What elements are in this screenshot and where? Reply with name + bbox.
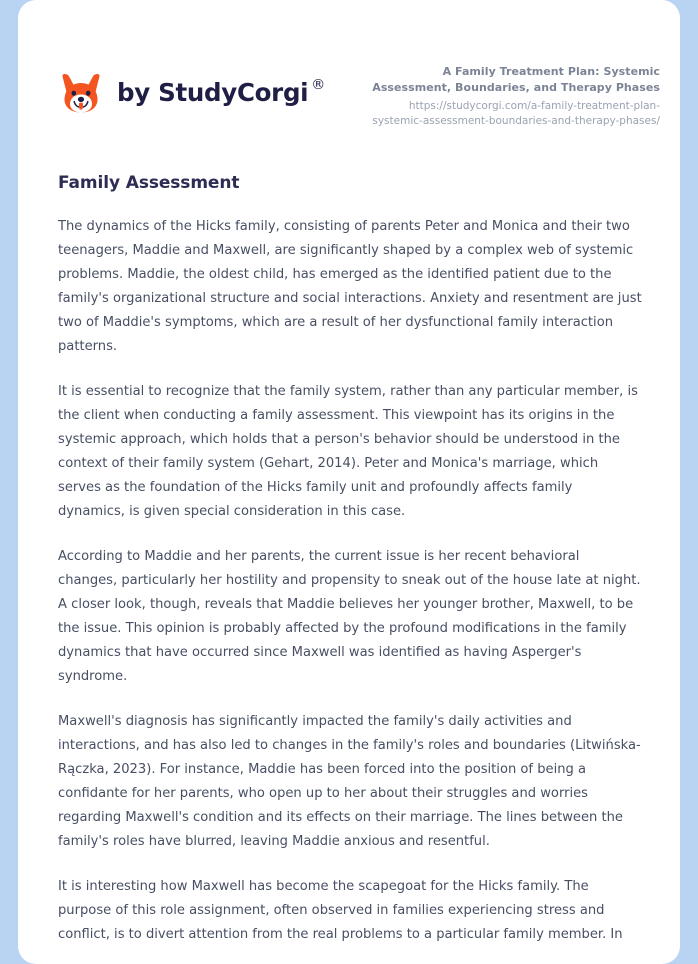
brand-wordmark — [117, 76, 326, 107]
body-paragraph: It is essential to recognize that the family system, rather than any particular member, is the client when conducting a family assessment. This viewpoint has its origins in the systemic approach, which holds that a person's behavior should be understood in the context of their family system (Gehart, 2014). Peter and Monica's marriage, which serves as the foundation of the Hicks family unit and profoundly affects family dynamics, is given special consideration in this case. — [58, 384, 638, 520]
body-paragraph: It is interesting how Maxwell has become the scapegoat for the Hicks family. The purpose of this role assignment, often observed in families experiencing stress and conflict, is to divert attention from the real problems to a particular family member. In — [58, 879, 623, 943]
body-paragraph: According to Maddie and her parents, the current issue is her recent behavioral changes, particularly her hostility and propensity to sneak out of the house late at night. A closer look, though, reveals that Maddie believes her younger brother, Maxwell, to be the issue. This opinion is probably affected by the profound modifications in the family dynamics that have occurred since Maxwell was identified as having Asperger's syndrome. — [58, 549, 641, 685]
brand-name: by StudyCorgi — [117, 77, 309, 107]
corgi-face-logo-icon — [58, 70, 104, 116]
brand-lockup — [58, 58, 325, 116]
body-paragraph: The dynamics of the Hicks family, consisting of parents Peter and Monica and their two teenagers, Maddie and Maxwell, are significantly shaped by a complex web of systemic problems. Maddie, the oldest child, has emerged as the identified patient due to the family's organizational structure and social interactions. Anxiety and resentment are just two of Maddie's symptoms, which are a result of her dysfunctional family interaction patterns. — [58, 219, 642, 355]
article-title: A Family Treatment Plan: Systemic Assessment, Boundaries, and Therapy Phases — [372, 65, 660, 94]
page-title: Family Assessment — [58, 173, 240, 194]
registered-trademark-icon: ® — [311, 76, 326, 93]
document-page — [18, 0, 680, 964]
article-url[interactable]: https://studycorgi.com/a-family-treatment-plan-systemic-assessment-boundaries-and-therapy-phases/ — [372, 100, 660, 128]
document-body — [18, 173, 680, 947]
document-header — [18, 0, 680, 129]
body-paragraph: Maxwell's diagnosis has significantly impacted the family's daily activities and interactions, and has also led to changes in the family's roles and boundaries (Litwińska-Rączka, 2023). For instance, Maddie has been forced into the position of being a confidante for her parents, who open up to her about their struggles and worries regarding Maxwell's condition and its effects on their marriage. The lines between the family's roles have blurred, leaving Maddie anxious and resentful. — [58, 714, 641, 850]
header-metadata — [360, 58, 660, 129]
